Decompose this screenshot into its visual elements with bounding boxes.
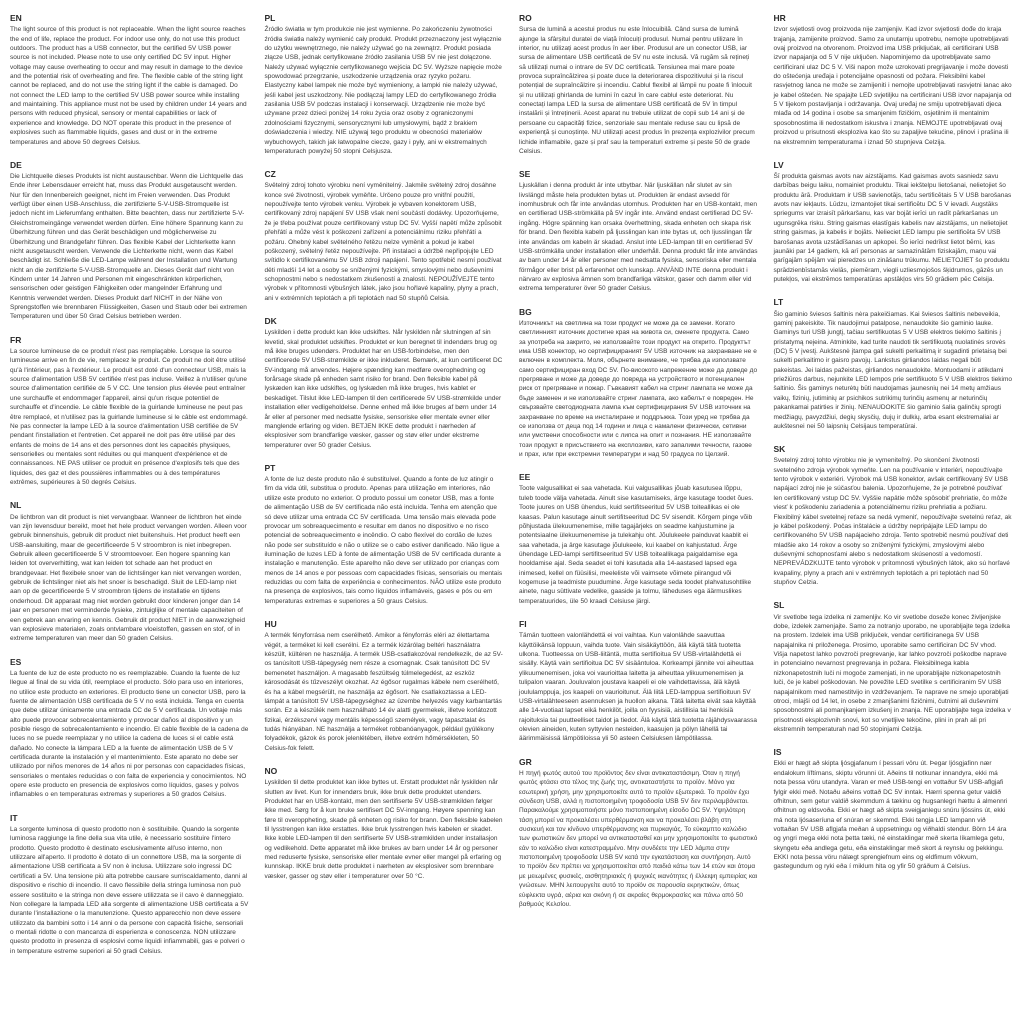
lang-paragraph-pl: Źródło światła w tym produkcie nie jest wymienne. Po zakończeniu żywotności źródła światła należy wymienić cały produkt. Produkt przeznaczony jest wyłącznie do użytku wewnętrznego, nie należy używać go na zewnątrz. Produkt posiada złącze USB, jednak certyfikowane źródło zasilania USB 5V nie jest dołączone. Należy używać wyłącznie certyfikowanego wejścia DC 5V. Wyższe napięcie może spowodować przegrzanie, uszkodzenie urządzenia oraz ryzyko pożaru. Elastyczny kabel lampek nie może być wymieniony, a lampki nie należy używać, jeśli kabel jest uszkodzony. Nie podłączaj lampy LED do certyfikowanego źródła zasilania USB 5V podczas instalacji i konserwacji. Urządzenie nie może być używane przez dzieci poniżej 14 roku życia oraz osoby z ograniczonymi zdolnościami fizycznymi, sensorycznymi lub umysłowymi, bądź z brakiem doświadczenia i wiedzy. NIE używaj tego produktu w obecności materiałów wybuchowych, takich jak łatwopalne ciecze, gazy i pyły, ani w ekstremalnych temperaturach powyżej 50 stopni Celsjusza.	[264, 26, 502, 155]
lang-heading-dk: DK	[264, 316, 277, 327]
lang-paragraph-cz: Světelný zdroj tohoto výrobku není vyměnitelný. Jakmile světelný zdroj dosáhne konce své životnosti, výrobek vyměňte. Určeno pouze pro vnitřní použití, nepoužívejte tento výrobek venku. Výrobek je vybaven konektorem USB, certifikovaný zdroj napájení 5V USB však není součástí dodávky. Upozorňujeme, že je třeba používat pouze certifikovaný vstup DC 5V. Vyšší napětí může způsobit přehřátí a může vést k poškození zařízení a potenciálnímu riziku přehřátí a požáru. Ohebný kabel světelného řetězu nelze vyměnit a pokud je kabel poškozený, světelný řetěz nepoužívejte. Při instalaci a údržbě nepřipojujte LED svítidlo k certifikovanému 5V USB zdroji napájení. Tento spotřebič nesmí používat děti mladší 14 let a osoby se sníženými fyzickými, smyslovými nebo duševními schopnostmi nebo s nedostatkem zkušeností a znalostí. NEPOUŽÍVEJTE tento výrobek v přítomnosti výbušných látek, jako jsou hořlavé kapaliny, plyny a prach, ani v extrémních teplotách a při teplotách nad 50 stupňů Celsia.	[264, 182, 502, 302]
lang-paragraph-is: Ekki er hægt að skipta ljósgjafanum í þessari vöru út. Þegar ljósgjafinn nær endalokum líftímans, skiptu vörunni út. Aðeins til notkunar innandyra, ekki má nota þessa vöru utandyra. Varan er með USB-tengi en vottaður 5V USB-aflgjafi fylgir ekki með. Notaðu aðeins vottað DC 5V inntak. Hærri spenna getur valdið ofhitnun, sem getur valdið skemmdum á tækinu og hugsanlegri hættu á almennri ofhitnun og eldsvoða. Ekki er hægt að skipta sveigjanlegu snúru ljóssins út, ekki má nota ljósaseríuna ef snúran er skemmd. Ekki tengja LED lampann við vottaðan 5V USB aflgjafa meðan á uppsetningu og viðhaldi stendur. Börn 14 ára og yngri mega ekki nota þetta tæki, né einstaklingar með skerta líkamlega getu, skyngetu eða andlega getu, eða einstaklingar með skort á reynslu og þekkingu. EKKI nota þessa vöru nálægt sprengiefnum eins og eldfimum vökvum, gastegundum og ryki eða í miklum hita og yfir 50 gráðum á Celsíus.	[773, 760, 1008, 871]
lang-paragraph-dk: Lyskilden i dette produkt kan ikke udskiftes. Når lyskilden når slutningen af sin levetid, skal produktet udskiftes. Produktet er kun beregnet til indendørs brug og må ikke bruges udendørs. Produktet har en USB-forbindelse, men den certificerede 5V USB-strømkilde er ikke inkluderet. Bemærk, at kun certificeret DC 5V-indgang må anvendes. Højere spænding kan medføre overophedning og forårsage skade på enheden samt risiko for brand. Den fleksible kabel på lyskæden kan ikke udskiftes, og lyskæden må ikke bruges, hvis kablet er beskadiget. Tilslut ikke LED-lampen til den certificerede 5V USB-strømkilde under installation eller vedligeholdelse. Denne enhed må ikke bruges af børn under 14 år eller af personer med nedsatte fysiske, sensoriske eller mentale evner eller manglende erfaring og viden. BETJEN IKKE dette produkt i nærheden af eksplosiver som brandfarlige væsker, gasser og støv eller under ekstreme temperaturer over 50 grader Celsius.	[264, 329, 503, 449]
lang-paragraph-pt: A fonte de luz deste produto não é substituível. Quando a fonte de luz atingir o fim da vida útil, substitua o produto. Apenas para utilização em interiores, não utilize este produto no exterior. O produto possui um conetor USB, mas a fonte de alimentação USB de 5V certificada não está incluída. Tenha em atenção que só deve utilizar uma entrada CC 5V certificada. Uma tensão mais elevada pode provocar um sobreaquecimento e resultar em danos no dispositivo e no risco potencial de sobreaquecimento e incêndio. O cabo flexível do cordão de luzes não pode ser substituído e não o utilize se o cabo estiver danificado. Não ligue a iluminação de luzes LED à fonte de alimentação USB de 5V certificada durante a instalação e manutenção. Este aparelho não deve ser utilizado por crianças com menos de 14 anos e por pessoas com capacidades físicas, sensoriais ou mentais reduzidas ou com falta de experiência e conhecimentos. NÃO utilize este produto na presença de explosivos, tais como líquidos inflamáveis, gases e pós ou em temperaturas extremas e superiores a 50 graus Celsius.	[264, 476, 503, 605]
lang-paragraph-hr: Izvor svjetlosti ovog proizvoda nije zamjenjiv. Kad izvor svjetlosti dođe do kraja trajanja, zamijenite proizvod. Samo za unutarnju upotrebu, nemojte upotrebljavati ovaj proizvod na otvorenom. Proizvod ima USB priključak, ali certificirani USB izvor napajanja od 5 V nije uključen. Napominjemo da upotrebljavate samo certificirani ulaz DC 5 V. Viši napon može uzrokovati pregrijavanje i može dovesti do oštećenja uređaja i potencijalne opasnosti od požara. Fleksibilni kabel rasvjetnog lanca ne može se zamijeniti i nemojte upotrebljavati rasvjetni lanac ako je kabel oštećen. Ne spajajte LED svjetiljku na certificirani USB izvor napajanja od 5 V tijekom postavljanja i održavanja. Ovaj uređaj ne smiju upotrebljavati djeca mlađa od 14 godina i osobe sa smanjenim fizičkim, osjetilnim ili mentalnim sposobnostima ili nedostatkom iskustva i znanja. NEMOJTE upotrebljavati ovaj proizvod u prisutnosti eksploziva kao što su zapaljive tekućine, plinovi i prašina ili na ekstremnim temperaturama i iznad 50 stupnjeva Celzija.	[773, 26, 1012, 146]
lang-paragraph-hu: A termék fényforrása nem cserélhető. Amikor a fényforrás eléri az élettartama végét, a terméket ki kell cserélni. Ez a termék kizárólag beltéri használatra készült, kültéren ne használja. A termék USB-csatlakozóval rendelkezik, de az 5V-os tanúsított USB-tápegység nem része a csomagnak. Csak tanúsított DC 5V bemenetet használjon. A magasabb feszültség túlmelegedést, az eszköz károsodását és tűzveszélyt okozhat. Az égősor rugalmas kábele nem cserélhető, és ha a kábel megsérült, ne használja az égősort. Ne csatlakoztassa a LED-lámpát a tanúsított 5V USB-tápegységhez az üzembe helyezés vagy karbantartás során. Ez a készülék nem használható 14 év alatti gyermekek, illetve korlátozott fizikai, érzékszervi vagy mentális képességű személyek, vagy tapasztalat és tudás hiányában. NE használja a terméket robbanóanyagok, például gyúlékony folyadékok, gázok és porok jelenlétében, illetve extrém hőmérsékleten, 50 Celsius-fok felett.	[264, 632, 503, 752]
lang-heading-en: EN	[10, 13, 22, 23]
column-4	[774, 13, 1013, 1024]
lang-heading-hr: HR	[773, 13, 786, 23]
lang-paragraph-gr: Η πηγή φωτός αυτού του προϊόντος δεν είναι αντικαταστάσιμη. Όταν η πηγή φωτός φτάσει στο τέλος της ζωής της, αντικαταστήστε το προϊόν. Μόνο για εσωτερική χρήση, μην χρησιμοποιείτε αυτό το προϊόν εξωτερικά. Το προϊόν έχει σύνδεση USB, αλλά η πιστοποιημένη τροφοδοσία USB 5V δεν περιλαμβάνεται. Παρακαλούμε χρησιμοποιήστε μόνο πιστοποιημένη είσοδο DC 5V. Υψηλότερη τάση μπορεί να προκαλέσει υπερθέρμανση και να προκαλέσει βλάβη στη συσκευή και τον κίνδυνο υπερθέρμανσης και πυρκαγιάς. Το εύκαμπτο καλώδιο των φωτιστικών δεν μπορεί να αντικατασταθεί και μην χρησιμοποιείτε το φωτιστικό εάν το καλώδιο είναι κατεστραμμένο. Μην συνδέετε την LED λάμπα στην πιστοποιημένη τροφοδοσία USB 5V κατά την εγκατάσταση και συντήρηση. Αυτό το προϊόν δεν πρέπει να χρησιμοποιείται από παιδιά κάτω των 14 ετών και άτομα με μειωμένες φυσικές, αισθητηριακές ή ψυχικές ικανότητες ή έλλειψη εμπειρίας και γνώσεων. ΜΗΝ λειτουργείτε αυτό το προϊόν σε παρουσία εκρηκτικών, όπως εύφλεκτα υγρά, αέρια και σκόνη ή σε ακραίες θερμοκρασίες και πάνω από 50 βαθμούς Κελσίου.	[519, 769, 758, 908]
lang-heading-ee: EE	[519, 472, 531, 483]
lang-heading-sl: SL	[773, 600, 785, 611]
lang-heading-lt: LT	[773, 297, 784, 308]
lang-section-dk	[265, 316, 504, 450]
lang-paragraph-de: Die Lichtquelle dieses Produkts ist nicht austauschbar. Wenn die Lichtquelle das Ende ihrer Lebensdauer erreicht hat, muss das Produkt ausgetauscht werden. Nur für den Innenbereich geeignet, nicht im Freien verwenden. Das Produkt verfügt über einen USB-Anschluss, die zertifizierte 5-V-USB-Stromquelle ist jedoch nicht im Lieferumfang enthalten. Bitte beachten, dass nur zertifizierte 5-V-Gleichstromeingänge verwendet werden dürfen. Eine höhere Spannung kann zu Überhitzung führen und das Gerät beschädigen und möglicherweise zu Überhitzung und Brandgefahr führen. Das flexible Kabel der Lichterkette kann nicht ausgetauscht werden. Verwende die Lichterkette nicht, wenn das Kabel beschädigt ist. Schließe die LED-Lampe während der Installation und Wartung nicht an die zertifizierte 5-V-USB-Stromquelle an. Dieses Gerät darf nicht von Kindern unter 14 Jahren und Personen mit eingeschränkten körperlichen, sensorischen oder geistigen Fähigkeiten oder mangelnder Erfahrung und Kenntnis verwendet werden. Dieses Produkt darf NICHT in der Nähe von Sprengstoffen wie brennbaren Flüssigkeiten, Gasen und Staub oder bei extremen Temperaturen und über 50 Grad Celsius betrieben werden.	[10, 173, 247, 321]
lang-paragraph-ro: Sursa de lumină a acestui produs nu este înlocuibilă. Când sursa de lumină ajunge la sfârșitul duratei de viață înlocuiți produsul. Numai pentru utilizare în interior, nu utilizați acest produs în aer liber. Produsul are un conector USB, iar sursa de alimentare USB certificată de 5V nu este inclusă. Vă rugăm să rețineți să utilizați numai o intrare de 5V DC certificată. Tensiunea mai mare poate provoca supraîncălzirea și poate duce la deteriorarea dispozitivului și la riscul potențial de supraîncălzire și incendiu. Cablul flexibil al lămpii nu poate fi înlocuit și nu utilizați ghirlanda de lumini în cazul în care cablul este deteriorat. Nu conectați lampa LED la sursa de alimentare USB certificată de 5V în timpul instalării și întreținerii. Acest aparat nu trebuie utilizat de copii sub 14 ani și de persoane cu capacități fizice, senzoriale sau mentale reduse sau cu lipsă de experiență și cunoștințe. NU utilizați acest produs în prezența explozivilor precum lichide inflamabile, gaze și praf sau la temperaturi extreme și peste 50 de grade Celsius.	[519, 26, 755, 155]
lang-paragraph-nl: De lichtbron van dit product is niet vervangbaar. Wanneer de lichtbron het einde van zijn levensduur bereikt, moet het hele product vervangen worden. Alleen voor gebruik binnenshuis, gebruik dit product niet buitenshuis. Het product heeft een USB-aansluiting, maar de gecertificeerde 5 V stroombron is niet inbegrepen. Gebruik alleen gecertificeerde 5 V stroomtoevoer. Een hogere spanning kan leiden tot oververhitting, wat kan leiden tot schade aan het product en brandgevaar. Het flexibele snoer van de lichtslinger kan niet vervangen worden, gebruik de lichtslinger niet als het snoer is beschadigd. Sluit de LED-lamp niet aan op de gecertificeerde 5 V stroombron tijdens de installatie en tijdens onderhoud. Dit apparaat mag niet worden gebruikt door kinderen jonger dan 14 jaar en personen met verminderde fysieke, zintuiglijke of mentale capaciteiten of een gebrek aan ervaring en kennis. Gebruik dit product NIET in de aanwezigheid van explosieve materialen, zoals ontvlambare vloeistoffen, gassen en stof, of in extreme temperaturen van meer dan 50 graden Celsius.	[10, 513, 247, 643]
column-3	[519, 13, 758, 1024]
column-2	[265, 13, 504, 1024]
lang-paragraph-ee: Toote valgusallikat ei saa vahetada. Kui valgusallikas jõuab kasutusea lõppu, tuleb toode välja vahetada. Ainult sise kasutamiseks, ärge kasutage toodet õues. Toote juures on USB ühendus, kuid sertifitseeritud 5V USB toiteallikas ei ole kaasas. Palun kasutage ainult sertifitseeritud DC 5V sisendit. Kõrgem pinge võib põhjustada ülekuumenemise, mille tagajärjeks on seadme kahjustumine ja potentsiaalne ülekuumenemise ja tulekahju oht. Jõulukeele painduvat kaablit ei saa vahetada, ja ärge kasutage jõulukeele, kui kaabel on kahjustatud. Ärge ühendage LED-lampi sertifitseeritud 5V USB toiteallikaga paigaldamise ega hooldamise ajal. Seda seadet ei tohi kasutada alla 14-aastased lapsed ega inimesed, kellel on füüsilisi, meeleliste või vaimsete võimete piirangud või kogemuse ja teadmiste puudumine. Ärge kasutage seda toodet plahvatusohtlike ainete, nagu süttivate vedelike, gaaside ja tolmu, läheduses ega äärmuslikes temperatuurides, üle 50 kraadi Celsiuse järgi.	[519, 485, 754, 605]
lang-heading-es: ES	[10, 656, 22, 667]
lang-heading-fi: FI	[519, 619, 527, 630]
lang-heading-hu: HU	[264, 619, 277, 630]
lang-paragraph-lv: Šī produkta gaismas avots nav aizstājams. Kad gaismas avots sasniedz savu darbības beigu laiku, nomainiet produktu. Tikai iekštelpu lietošanai, nelietojiet šo produktu ārā. Produktam ir USB savienotājs, taču sertificētais 5 V USB barošanas avots nav iekļauts. Lūdzu, izmantojiet tikai sertificētu DC 5 V ievadi. Augstāks spriegums var izraisīt pārkaršanu, kas var bojāt ierīci un radīt pārkaršanas un ugunsgrēka risku. String gaismas elastīgais kabelis nav aizstājams, un nelietojiet string gaismas, ja kabelis ir bojāts. Nelieciet LED lampu pie sertificēta 5V USB barošanas avota uzstādīšanas un apkopei. Šo ierīci nedrīkst lietot bērni, kas jaunāki par 14 gadiem, kā arī personas ar samazinātām fiziskajām, maņu vai garīgajām spējām vai pieredzes un zināšanu trūkumu. NELIETOJIET šo produktu sprādzienbīstamās vielās, piemēram, viegli uzliesmojošos šķidrumos, gāzēs un putekļos, vai ekstrēmos temperatūras apstākļos virs 50 grādiem pēc Celsija.	[773, 173, 1012, 283]
lang-section-no	[265, 766, 504, 881]
lang-heading-gr: GR	[519, 756, 532, 767]
lang-section-pt	[265, 463, 504, 606]
lang-heading-cz: CZ	[264, 169, 276, 180]
lang-paragraph-se: Ljuskällan i denna produkt är inte utbytbar. När ljuskällan når slutet av sin livslängd måste hela produkten bytas ut. Produkten är endast avsedd för inomhusbruk och får inte användas utomhus. Produkten har en USB-kontakt, men en certifierad USB-strömkälla på 5V ingår inte. Använd endast certifierad DC 5V-ingång. Högre spänning kan orsaka överhettning, skada enheten och skapa risk för brand. Den flexibla kabeln på ljusslingan kan inte bytas ut, och ljusslingan får inte användas om kabeln är skadad. Anslut inte LED-lampan till en certifierad 5V USB-strömkälla under installation eller underhåll. Denna produkt får inte användas av barn under 14 år eller personer med nedsatta fysiska, sensoriska eller mentala förmågor eller brist på erfarenhet och kunskap. ANVÄND INTE denna produkt i närvaro av explosiva ämnen som brandfarliga vätskor, gaser och damm eller vid extrema temperaturer över 50 grader Celsius.	[519, 182, 758, 293]
lang-heading-fr: FR	[10, 334, 22, 345]
lang-section-es	[10, 657, 249, 800]
lang-heading-is: IS	[773, 747, 782, 758]
lang-section-nl	[10, 500, 249, 643]
lang-section-cz	[265, 169, 504, 303]
lang-paragraph-es: La fuente de luz de este producto no es reemplazable. Cuando la fuente de luz llegue al final de su vida útil, reemplace el producto. Sólo para uso en interiores, no utilice este producto en exteriores. El producto tiene un conector USB, pero la fuente de alimentación USB certificada de 5 V no está incluida. Tenga en cuenta que debe utilizar únicamente una entrada CC de 5 V certificada. Un voltaje más alto puede provocar sobrecalentamiento y provocar daños al dispositivo y un posible riesgo de sobrecalentamiento e incendio. El cable flexible de la cadena de luces no se puede reemplazar y no utilice la cadena de luces si el cable está dañado. No conecte la lámpara LED a la fuente de alimentación USB de 5 V certificada durante la instalación y el mantenimiento. Este aparato no debe ser utilizado por niños menores de 14 años ni por personas con capacidades físicas, sensoriales o mentales reducidas o con falta de experiencia y conocimientos. NO opere este producto en presencia de explosivos como líquidos, gases y polvos inflamables o en temperaturas extremas y superiores a 50 grados Celsius.	[10, 669, 249, 799]
lang-section-pl	[265, 13, 504, 156]
lang-paragraph-fi: Tämän tuotteen valonlähdettä ei voi vaihtaa. Kun valonlähde saavuttaa käyttöikänsä loppuun, vaihda tuote. Vain sisäkäyttöön, älä käytä tätä tuotetta ulkona. Tuotteessa on USB-liitäntä, mutta sertifioitua 5V USB-virtalähdettä ei sisälly. Käytä vain sertifioitua DC 5V sisääntuloa. Korkeampi jännite voi aiheuttaa ylikuumenemisen, joka voi vaurioittaa laitetta ja aiheuttaa ylikuumenemisen ja tulipalon vaaran. Jouluvalon joustava kaapeli ei ole vaihdettavissa, älä käytä joululamppuja, jos kaapeli on vaurioitunut. Älä liitä LED-lamppua sertifioituun 5V USB-virtalähteeseen asennuksen ja huollon aikana. Tätä laitetta eivät saa käyttää alle 14-vuotiaat lapset eikä henkilöt, joilla on fyysisiä, aistillisia tai henkisiä rajoituksia tai puutteelliset taidot ja tiedot. Älä käytä tätä tuotetta räjähdysvaarassa olevien aineiden, kuten syttyvien nesteiden, kaasujen ja pölyn lähellä tai äärimmäisissä lämpötiloissa yli 50 asteen Celsiuksen lämpötilassa.	[519, 632, 757, 743]
lang-section-lv	[774, 160, 1013, 285]
lang-section-lt	[774, 297, 1013, 431]
lang-section-sl	[774, 600, 1013, 734]
lang-section-gr	[519, 757, 758, 910]
lang-paragraph-fr: La source lumineuse de ce produit n'est pas remplaçable. Lorsque la source lumineuse arrive en fin de vie, remplacez le produit. Ce produit ne doit être utilisé qu'à l'intérieur, pas à l'extérieur. Le produit est doté d'un connecteur USB, mais la source d'alimentation USB 5V certifiée n'est pas incluse. Veillez à n'utiliser qu'une source d'alimentation certifiée de 5 V CC. Une tension plus élevée peut entraîner une surchauffe et endommager l'appareil, ainsi qu'un risque potentiel de surchauffe et d'incendie. Le câble flexible de la guirlande lumineuse ne peut pas être remplacé, et n'utilisez pas la guirlande lumineuse si le câble est endommagé. Ne pas connecter la lampe LED à la source d'alimentation USB certifiée de 5V pendant l'installation et l'entretien. Cet appareil ne doit pas être utilisé par des enfants de moins de 14 ans et des personnes dont les capacités physiques, sensorielles ou mentales sont réduites ou qui manquent d'expérience et de connaissances. NE PAS utiliser ce produit en présence d'explosifs tels que des liquides, des gaz et des poussières inflammables ou à des températures extrêmes, supérieures à 50 degrés Celsius.	[10, 347, 248, 487]
lang-section-bg	[519, 307, 758, 460]
lang-heading-ro: RO	[519, 13, 532, 23]
lang-heading-sk: SK	[773, 444, 786, 455]
lang-paragraph-it: La sorgente luminosa di questo prodotto non è sostituibile. Quando la sorgente luminosa raggiunge la fine della sua vita utile, è necessario sostituire l'intero prodotto. Questo prodotto è destinato esclusivamente all'uso interno, non utilizzare all'aperto. Il prodotto è dotato di un connettore USB, ma la sorgente di alimentazione USB certificata a 5V non è inclusa. Utilizzare solo ingressi DC certificati a 5V. Una tensione più alta potrebbe causare surriscaldamento, danni al dispositivo e rischio di incendio. Il cavo flessibile della stringa luminosa non può essere sostituito e la stringa non deve essere utilizzata se il cavo è danneggiato. Non collegare la lampada LED alla sorgente di alimentazione USB certificata a 5V durante l'installazione o la manutenzione. Questo apparecchio non deve essere utilizzato da bambini sotto i 14 anni o da persone con capacità fisiche, sensoriali o mentali ridotte o con mancanza di esperienza e conoscenza. NON utilizzare questo prodotto in presenza di esplosivi come liquidi infiammabili, gas e polveri o in temperature estreme superiori ai 50 gradi Celsius.	[10, 826, 249, 955]
lang-section-de	[10, 160, 249, 322]
lang-heading-nl: NL	[10, 500, 22, 511]
lang-heading-it: IT	[10, 812, 18, 823]
lang-paragraph-en: The light source of this product is not replaceable. When the light source reaches the end of life, replace the product. For indoor use only, do not use this product outdoors. The product has a USB connector, but the certified 5V USB power source is not included. Please note to use only certified DC 5V input. Higher voltage may cause overheating to occur and may result in damage to the device and the potential risk of overheating and fire. The flexible cable of the string light cannot be replaced, and do not use the string light if the cable is damaged. Do not connect the LED lamp to the certified 5V USB power source while installing and maintaining. This appliance must not be used by children under 14 years and persons with reduced physical, sensory or mental capabilities or lack of experience and knowledge. DO NOT operate this product in the presence of explosives such as flammable liquids, gases and dust or in the extreme temperatures and above 50 degrees Celsius.	[10, 26, 247, 146]
lang-paragraph-bg: Източникът на светлина на този продукт не може да се замени. Когато светлинният източник достигне края на живота си, сменете продукта. Само за употреба на закрито, не използвайте този продукт на открито. Продуктът има USB конектор, но сертифицираният 5V USB източник на захранване не е включен в комплекта. Моля, обърнете внимание, че трябва да използвате само сертифициран вход DC 5V. По-високото напрежение може да доведе до прегряване и може да доведе до повреда на устройството и потенциален риск от прегряване и пожар. Гъвкавият кабел на стринг лампата не може да бъде заменен и не използвайте стринг лампата, ако кабелът е повреден. Не свързвайте светодиодната лампа към сертифицирания 5V USB източник на захранване по време на инсталиране и поддръжка. Този уред не трябва да се използва от деца под 14 години и лица с намалени физически, сетивни или умствени способности или с липса на опит и познания. НЕ използвайте този продукт в присъствието на експлозиви, като запалими течности, газове и прах, или при екстремни температури и над 50 градуса по Целзий.	[519, 319, 758, 458]
lang-section-ro	[519, 13, 758, 156]
lang-section-en	[10, 13, 249, 147]
lang-section-fi	[519, 619, 758, 744]
lang-section-fr	[10, 335, 249, 488]
lang-paragraph-lt: Šio gaminio šviesos šaltinis nėra pakeičiamas. Kai šviesos šaltinis nebeveikia, gaminį pakeiskite. Tik naudojimui patalpose, nenaudokite šio gaminio lauke. Gaminys turi USB jungtį, tačiau sertifikuotas 5 V USB elektros tiekimo šaltinis į pristatymą neįeina. Atminkite, kad turite naudoti tik sertifikuotą nuolatinės srovės (DC) 5 V įvestį. Aukštesnė įtampa gali sukelti perkaitimą ir sugadinti prietaisą bei sukelti perkaitimo ir gaisro pavojų. Lankstus girliandos laidas negali būti pakeistas. Jei laidas pažeistas, girliandos nenaudokite. Montuodami ir atlikdami priežiūros darbus, nejunkite LED lempos prie sertifikuoto 5 V USB elektros tiekimo šaltinio. Šis gaminys neturėtų būti naudojamas jaunesnių nei 14 metų amžiaus vaikų, fizinių, jutiminių ar psichikos sutrikimų turinčių asmenų ar neturinčių pakankamai patirties ir žinių. NENAUDOKITE šio gaminio šalia galinčių sprogti medžiagų, pavyzdžiui, degių skysčių, dujų ir dulkių, arba esant ekstremaliai ar aukštesnei nei 50 laipsnių Celsijaus temperatūrai.	[773, 310, 1012, 430]
lang-heading-de: DE	[10, 159, 22, 170]
lang-paragraph-no: Lyskilden til dette produktet kan ikke byttes ut. Erstatt produktet når lyskilden når slutten av livet. Kun for innendørs bruk, ikke bruk dette produktet utendørs. Produktet har en USB-kontakt, men den sertifiserte 5V USB-strømkilden følger ikke med. Sørg for å kun bruke sertifisert DC 5V-inngang. Høyere spenning kan føre til overoppheting, skade på enheten og risiko for brann. Den fleksible kabelen til lysstrengen kan ikke erstattes. Ikke bruk lysstrengen hvis kabelen er skadet. Ikke koble LED-lampen til den sertifiserte 5V USB-strømkilden under installasjon og vedlikehold. Dette apparatet må ikke brukes av barn under 14 år og personer med reduserte fysiske, sensoriske eller mentale evner eller mangel på erfaring og kunnskap. IKKE bruk dette produktet i nærheten av eksplosiver som brennbare væsker, gasser og støv eller i temperaturer over 50 °C.	[264, 779, 503, 880]
lang-section-it	[10, 813, 249, 956]
lang-section-hu	[265, 619, 504, 753]
lang-heading-bg: BG	[519, 306, 532, 317]
lang-section-hr	[774, 13, 1013, 147]
lang-heading-no: NO	[264, 766, 278, 777]
lang-section-ee	[519, 472, 758, 606]
lang-paragraph-sl: Vir svetlobe tega izdelka ni zamenljiv. Ko vir svetlobe doseže konec življenjske dobe, izdelek zamenjajte. Samo za notranjo uporabo, ne uporabljajte tega izdelka na prostem. Izdelek ima USB priključek, vendar certificiranega 5V USB napajalnika ni priloženega. Prosimo, uporabite samo certificiran DC 5V vhod. Višja napetost lahko povzroči pregrevanje, kar lahko povzroči poškodbe naprave in potencialno nevarnost pregrevanja in požara. Fleksibilnega kabla nizkonapetostnih luči ni mogoče zamenjati, in ne uporabljajte nizkonapetostnih luči, če je kabel poškodovan. Ne povežite LED svetilke s certificiranim 5V USB napajalnikom med namestitvijo in vzdrževanjem. Te naprave ne smejo uporabljati otroci, mlajši od 14 let, in osebe z zmanjšanimi fizičnimi, čutnimi ali duševnimi sposobnostmi ali pomanjkanjem izkušenj in znanja. NE uporabljajte tega izdelka v prisotnosti eksplozivnih snovi, kot so vnetljive tekočine, plini in prah ali pri ekstremnih temperaturah nad 50 stopinjami Celzija.	[773, 613, 1011, 733]
lang-heading-lv: LV	[773, 159, 784, 170]
column-1	[10, 13, 249, 1024]
lang-paragraph-sk: Svetelný zdroj tohto výrobku nie je vymeniteľný. Po skončení životnosti svetelného zdroja výrobok vymeňte. Len na používanie v interiéri, nepoužívajte tento výrobok v exteriéri. Výrobok má USB konektor, avšak certifikovaný 5V USB napájací zdroj nie je súčasťou balenia. Upozorňujeme, že je potrebné používať len certifikovaný vstup DC 5V. Vyššie napätie môže spôsobiť prehriatie, čo môže viesť k poškodeniu zariadenia a potenciálnemu riziku prehriatia a požiaru. Flexibilný kábel svetelnej reťaze sa nedá vymeniť, nepoužívajte svetelnú reťaz, ak je kábel poškodený. Počas inštalácie a údržby nepripájajte LED lampu do certifikovaného 5V USB napájacieho zdroja. Tento spotrebič nesmú používať deti mladšie ako 14 rokov a osoby so zníženými fyzickými, zmyslovými alebo duševnými schopnosťami alebo s nedostatkom skúseností a vedomostí. NEPREVÁDZKUJTE tento výrobok v prítomnosti výbušných látok, ako sú horľavé kvapaliny, plyny a prach ani v extrémnych teplotách a pri teplotách nad 50 stupňov Celzia.	[773, 457, 1012, 587]
lang-section-is	[774, 747, 1013, 872]
lang-heading-se: SE	[519, 169, 531, 180]
lang-heading-pl: PL	[264, 13, 276, 23]
lang-section-sk	[774, 444, 1013, 587]
lang-heading-pt: PT	[264, 462, 276, 473]
lang-section-se	[519, 169, 758, 294]
